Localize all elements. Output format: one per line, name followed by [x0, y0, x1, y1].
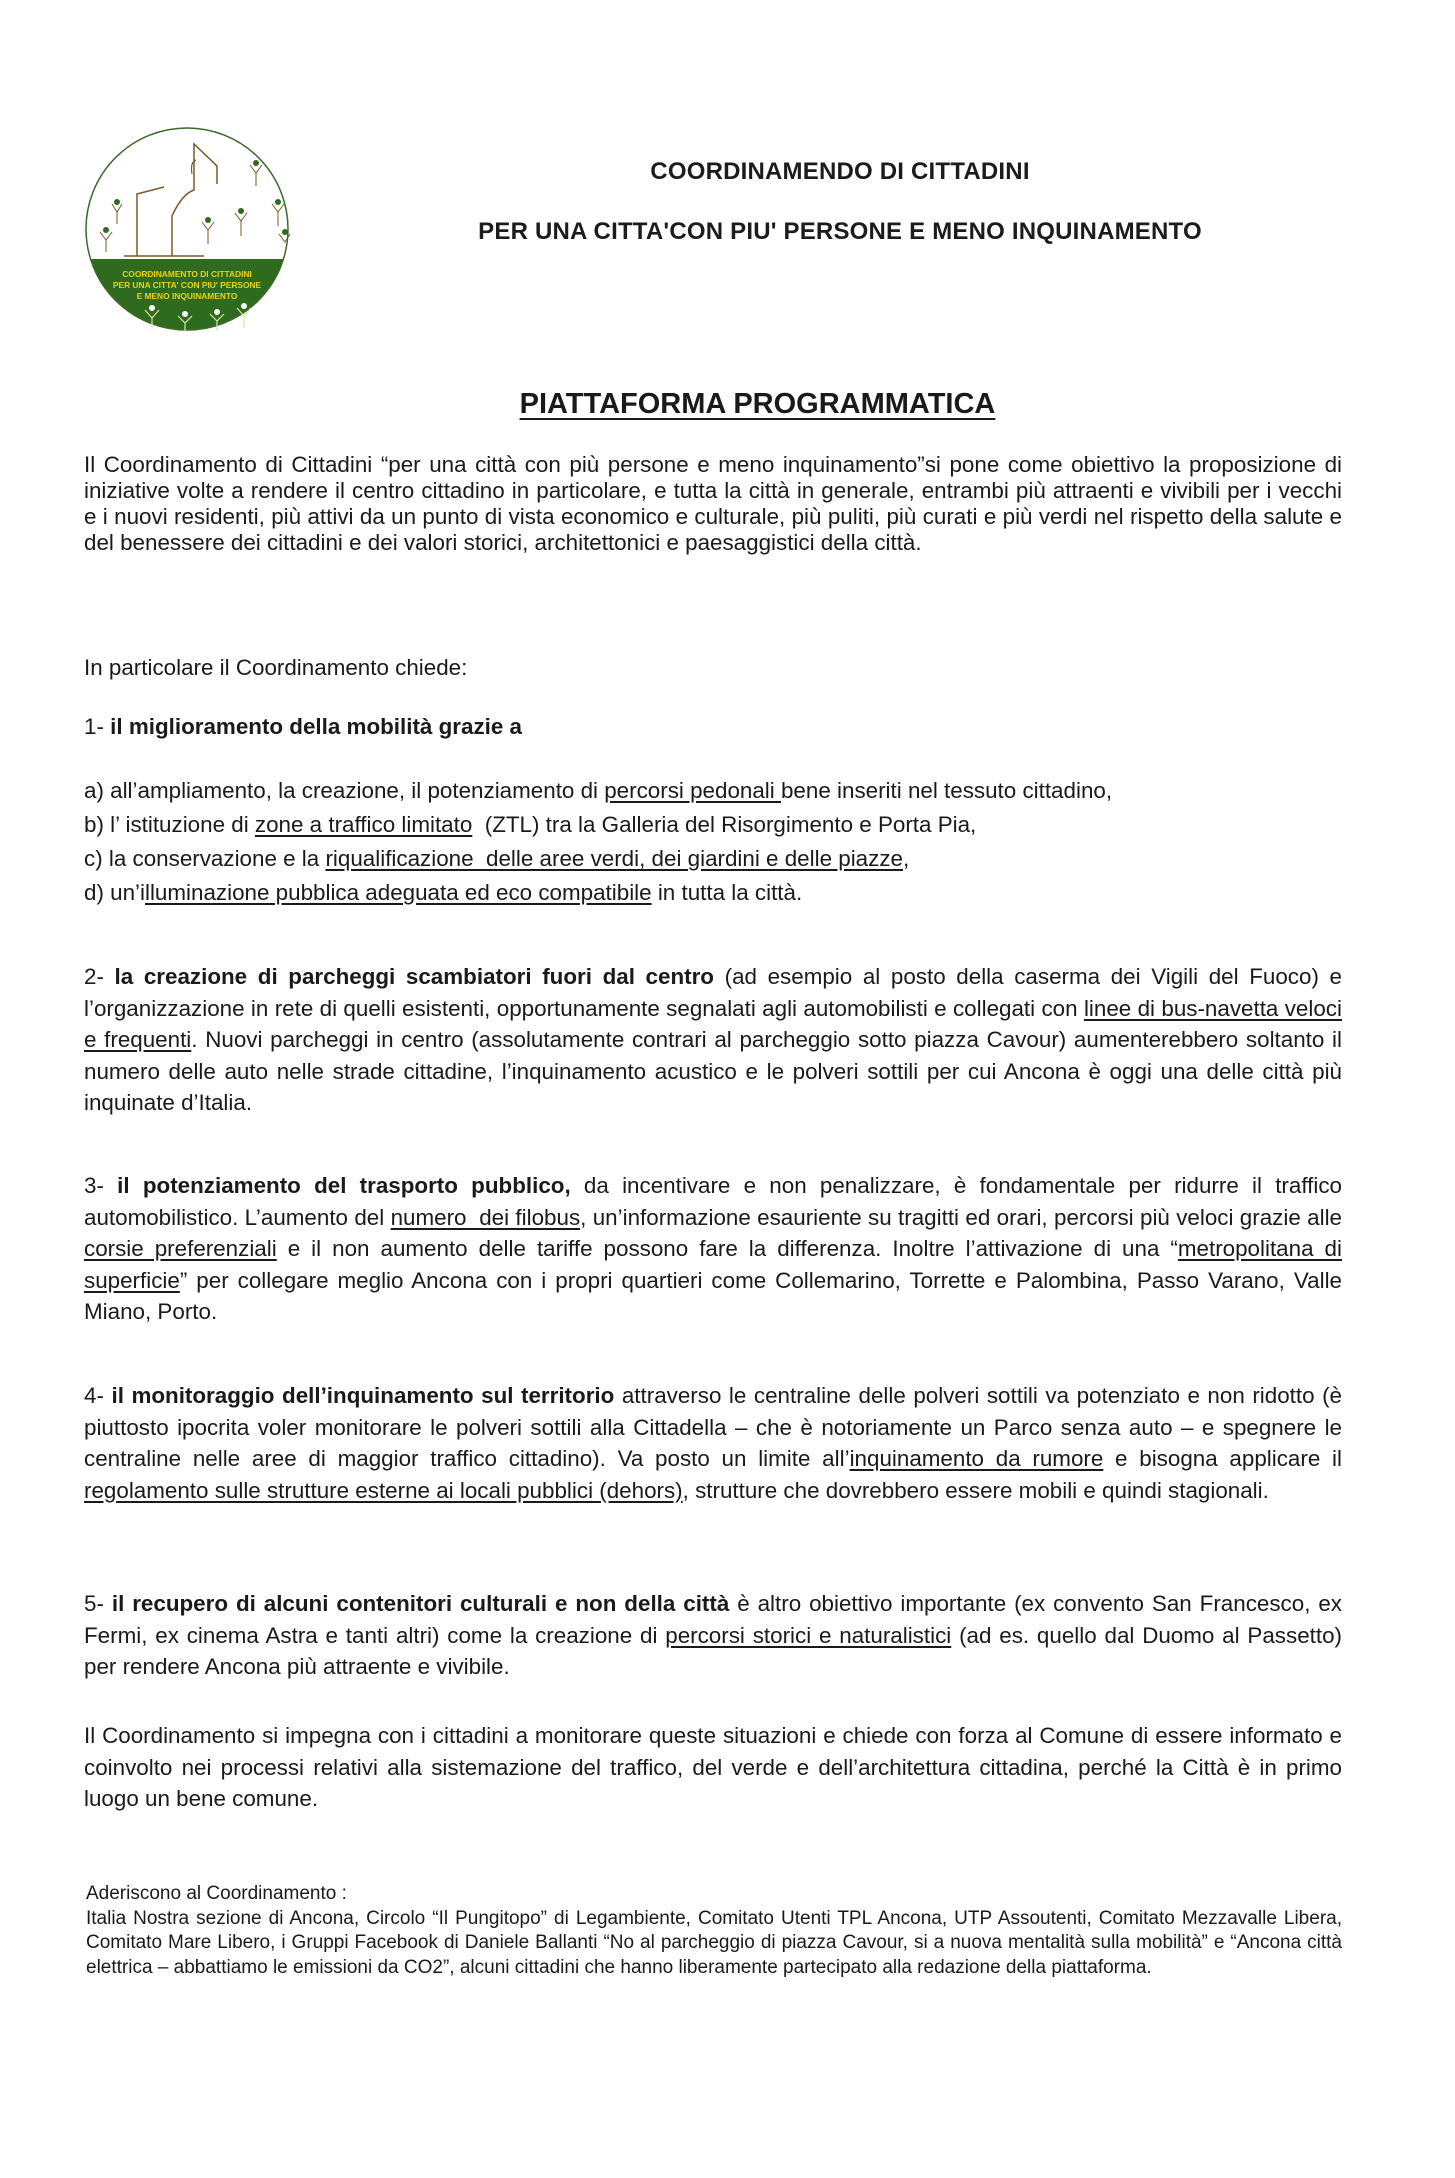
point-1-number: 1-	[84, 714, 104, 739]
point-5-paragraph	[84, 1588, 1342, 1683]
point-1-heading	[84, 714, 1342, 740]
point-4-text: attraverso le centraline delle polveri sottili va potenziato e non ridotto (è piuttosto ipocrita voler monitorare le polveri sottili alla Cittadella – che è notoriamente un Parco senza auto – e spegnere le centraline nelle aree di maggior traffico cittadino). Va posto un limite all’	[84, 1383, 1342, 1471]
point-2-text: . Nuovi parcheggi in centro (assolutamente contrari al parcheggio sotto piazza Cavour) aumenterebbero soltanto il numero delle auto nelle strade cittadine, l’inquinamento acustico e le polveri sottili per cui Ancona è oggi una delle città più inquinate d’Italia.	[84, 1027, 1342, 1115]
point-4-number: 4-	[84, 1383, 104, 1408]
item-text: ,	[902, 846, 910, 871]
point-1-title: il miglioramento della mobilità grazie a	[110, 714, 522, 739]
organization-name: COORDINAMENDO DI CITTADINI	[650, 158, 1030, 185]
point-4-paragraph	[84, 1380, 1342, 1506]
item-underlined-text: riqualificazione delle aree verdi, dei giardini e delle piazze	[325, 846, 903, 871]
point-4-text: e bisogna applicare il	[1103, 1446, 1342, 1471]
item-text: bene inseriti nel tessuto cittadino,	[780, 778, 1113, 803]
point-3-paragraph	[84, 1170, 1342, 1328]
intro-text: Il Coordinamento di Cittadini “per una città con più persone e meno inquinamento”si pone come obiettivo la proposizione di iniziative volte a rendere il centro cittadino in particolare, e tutta la città in generale, entrambi più attraenti e vivibili per i vecchi e i nuovi residenti, più attivi da un punto di vista economico e culturale, più puliti, più curati e più verdi nel rispetto della salute e del benessere dei cittadini e dei valori storici, architettonici e paesaggistici della città.	[84, 452, 1342, 555]
svg-text:E MENO INQUINAMENTO: E MENO INQUINAMENTO	[136, 291, 238, 301]
svg-text:COORDINAMENTO DI CITTADINI: COORDINAMENTO DI CITTADINI	[122, 269, 252, 279]
point-5-number: 5-	[84, 1591, 104, 1616]
point-5-text: è altro obiettivo importante (ex convento San Francesco, ex Fermi, ex cinema Astra e tanti altri) come la creazione di	[84, 1591, 1342, 1648]
adherents-list: Italia Nostra sezione di Ancona, Circolo “Il Pungitopo” di Legambiente, Comitato Utenti TPL Ancona, UTP Assoutenti, Comitato Mezzavalle Libera, Comitato Mare Libero, i Gruppi Facebook di Daniele Ballanti “No al parcheggio di piazza Cavour, si a nuova mentalità sulla mobilità” e “Ancona città elettrica – abbattiamo le emissioni da CO2”, alcuni cittadini che hanno liberamente partecipato alla redazione della piattaforma.	[86, 1907, 1342, 1978]
point-3-underlined-text: metropolitana di superficie	[84, 1236, 1342, 1293]
list-item	[84, 842, 1342, 876]
item-text: d) un’i	[84, 880, 145, 905]
item-text: a) all’ampliamento, la creazione, il potenziamento di	[84, 778, 605, 803]
item-underlined-text: percorsi pedonali	[604, 778, 781, 803]
point-3-text: ” per collegare meglio Ancona con i propri quartieri come Collemarino, Torrette e Palombina, Passo Varano, Valle Miano, Porto.	[84, 1267, 1342, 1324]
list-item	[84, 774, 1342, 808]
item-underlined-text: zone a traffico limitato	[254, 812, 473, 837]
svg-text:PER UNA CITTA' CON PIU' PERSON: PER UNA CITTA' CON PIU' PERSONE	[112, 280, 262, 290]
point-5-title: il recupero di alcuni contenitori culturali e non della città	[111, 1591, 730, 1616]
intro-paragraph	[84, 452, 1342, 556]
closing-paragraph	[84, 1720, 1342, 1815]
point-2-underlined-text: linee di bus-navetta veloci e frequenti	[84, 995, 1342, 1052]
point-3-underlined-text: numero dei filobus	[390, 1204, 581, 1230]
item-text: b) l’ istituzione di	[84, 812, 255, 837]
page-title: PIATTAFORMA PROGRAMMATICA	[519, 388, 996, 420]
point-2-text: (ad esempio al posto della caserma dei Vigili del Fuoco) e l’organizzazione in rete di quelli esistenti, opportunamente segnalati agli automobilisti e collegati con	[84, 964, 1342, 1021]
point-5-text: (ad es. quello dal Duomo al Passetto) per rendere Ancona più attraente e vivibile.	[84, 1622, 1343, 1679]
item-text: in tutta la città.	[651, 880, 803, 905]
item-text: (ZTL) tra la Galleria del Risorgimento e Porta Pia,	[472, 812, 977, 837]
list-item	[84, 876, 1342, 910]
point-4-text: , strutture che dovrebbero essere mobili e quindi stagionali.	[682, 1477, 1269, 1503]
point-2-title: la creazione di parcheggi scambiatori fuori dal centro	[114, 964, 714, 989]
list-item	[84, 808, 1342, 842]
point-2-paragraph	[84, 961, 1342, 1119]
organization-subtitle: PER UNA CITTA'CON PIU' PERSONE E MENO INQUINAMENTO	[478, 218, 1202, 245]
closing-text: Il Coordinamento si impegna con i cittadini a monitorare queste situazioni e chiede con forza al Comune di essere informato e coinvolto nei processi relativi alla sistemazione del traffico, del verde e dell’architettura cittadina, perché la Città è in primo luogo un bene comune.	[84, 1723, 1342, 1811]
point-3-text: da incentivare e non penalizzare, è fondamentale per ridurre il traffico automobilistico. L’aumento del	[84, 1173, 1342, 1230]
point-3-text: , un’informazione esauriente su tragitti ed orari, percorsi più veloci grazie alle	[580, 1204, 1342, 1230]
adherents-label: Aderiscono al Coordinamento :	[86, 1883, 347, 1904]
logo-emblem-icon	[82, 124, 292, 334]
point-4-underlined-text: regolamento sulle strutture esterne ai locali pubblici (dehors)	[84, 1477, 683, 1503]
request-intro-text: In particolare il Coordinamento chiede:	[84, 655, 468, 680]
adherents-section	[86, 1882, 1342, 1980]
point-4-underlined-text: inquinamento da rumore	[849, 1446, 1104, 1471]
request-intro	[84, 655, 1342, 681]
point-3-title: il potenziamento del trasporto pubblico,	[117, 1173, 571, 1198]
point-1-list	[84, 774, 1342, 910]
item-underlined-text: lluminazione pubblica adeguata ed eco compatibile	[144, 880, 652, 905]
point-3-text: e il non aumento delle tariffe possono fare la differenza. Inoltre l’attivazione di una “	[276, 1236, 1178, 1261]
point-2-number: 2-	[84, 964, 104, 989]
organization-logo	[82, 124, 292, 334]
point-4-title: il monitoraggio dell’inquinamento sul territorio	[111, 1383, 615, 1408]
point-3-number: 3-	[84, 1173, 104, 1198]
point-5-underlined-text: percorsi storici e naturalistici	[665, 1622, 952, 1648]
point-3-underlined-text: corsie preferenziali	[84, 1236, 277, 1261]
item-text: c) la conservazione e la	[84, 846, 326, 871]
